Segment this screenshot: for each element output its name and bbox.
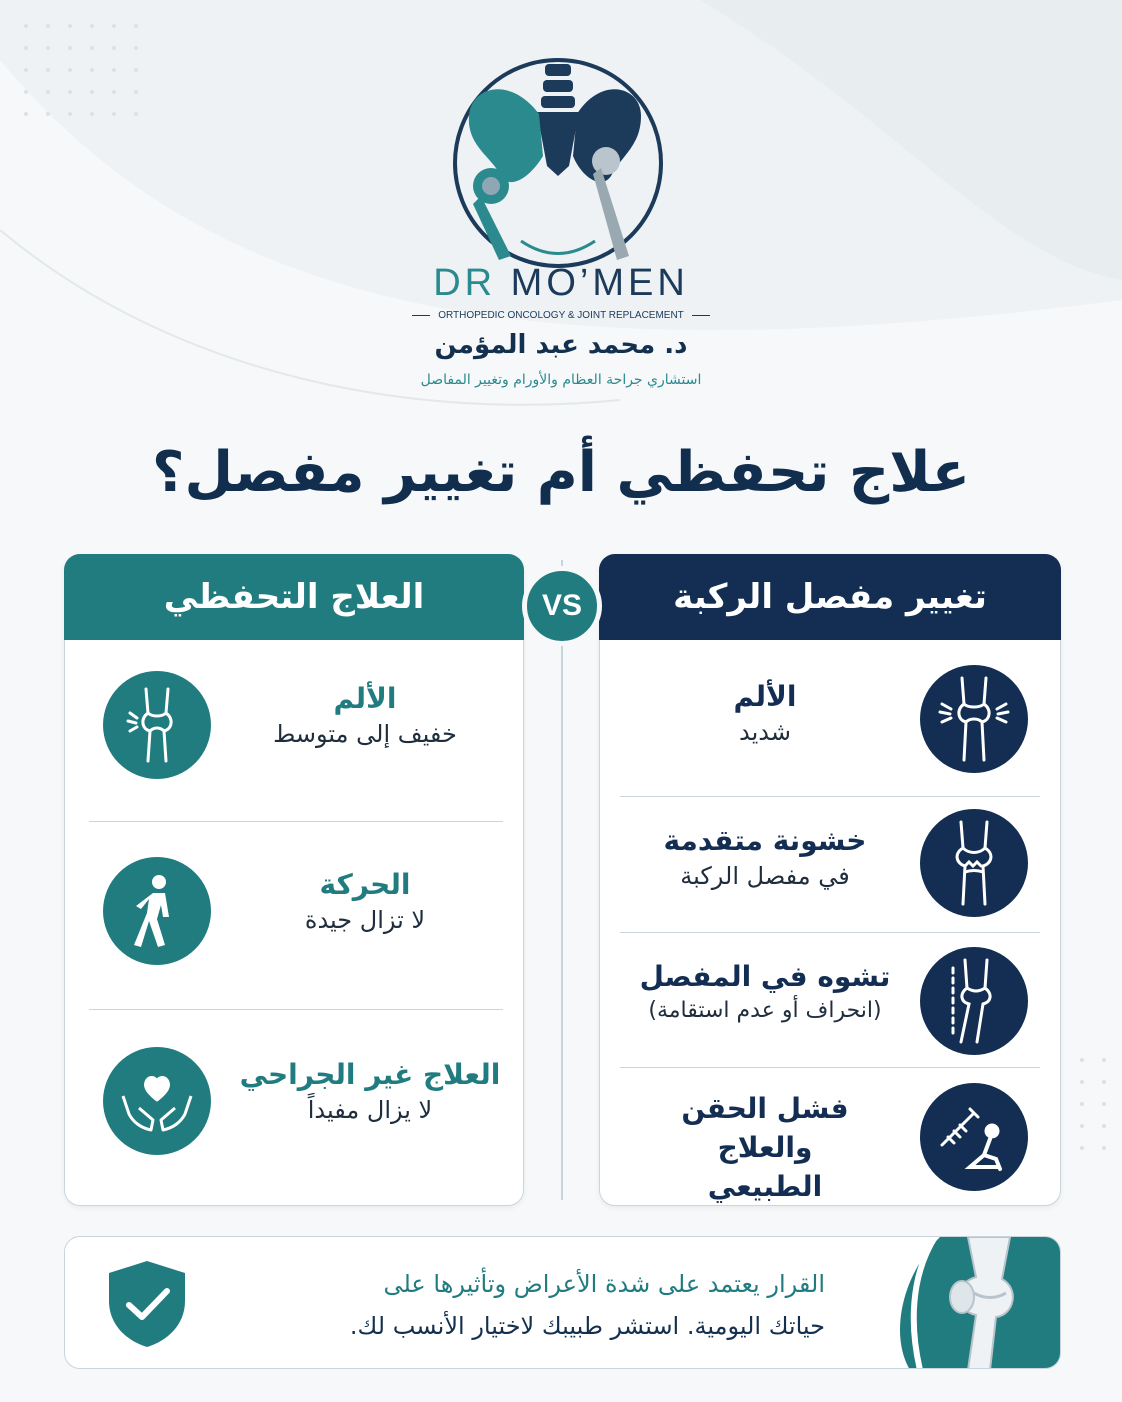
conservative-treatment-card (64, 554, 524, 1206)
advice-banner (64, 1236, 1061, 1369)
replacement-card-header: تغيير مفصل الركبة (599, 554, 1061, 640)
knee-joint-illustration (880, 1237, 1060, 1369)
replacement-injection-title: فشل الحقن والعلاج (681, 1092, 849, 1165)
heart-hands-icon (103, 1047, 211, 1155)
tagline-divider-left (412, 315, 430, 316)
item-separator (620, 1067, 1040, 1068)
item-separator (89, 821, 503, 822)
banner-line-1: القرار يعتمد على شدة الأعراض وتأثيرها على (383, 1270, 825, 1298)
brand-tagline (380, 308, 742, 322)
vs-divider (561, 560, 563, 1200)
item-separator (89, 1009, 503, 1010)
doctor-title: استشاري جراحة العظام والأورام وتغيير المفاصل (420, 372, 702, 388)
knee-replacement-card (599, 554, 1061, 1206)
brand-dr: DR (433, 262, 497, 304)
item-separator (620, 932, 1040, 933)
conservative-movement-title: الحركة (319, 868, 411, 901)
replacement-injection-subtitle: الطبيعي (707, 1170, 823, 1204)
replacement-pain-title: الألم (733, 680, 797, 713)
knee-deformity-icon (920, 947, 1028, 1055)
knee-arthritis-icon (920, 809, 1028, 917)
doctor-name: د. محمد عبد المؤمن (434, 330, 688, 360)
knee-pain-icon (920, 665, 1028, 773)
replacement-pain-subtitle: شديد (739, 718, 791, 747)
replacement-arthritis-subtitle: في مفصل الركبة (680, 862, 850, 891)
banner-line-2: حياتك اليومية. استشر طبيبك لاختيار الأنسب لك. (349, 1312, 825, 1340)
page-title: علاج تحفظي أم تغيير مفصل؟ (151, 440, 971, 505)
conservative-nonsurgical-subtitle: لا يزال مفيداً (307, 1096, 433, 1125)
replacement-deformity-subtitle: (انحراف أو عدم استقامة) (648, 998, 882, 1024)
knee-pain-icon (103, 671, 211, 779)
tagline-divider-right (692, 315, 710, 316)
conservative-pain-subtitle: خفيف إلى متوسط (273, 720, 457, 749)
conservative-pain-title: الألم (333, 682, 397, 715)
replacement-arthritis-title: خشونة متقدمة (663, 824, 867, 857)
tagline-text: ORTHOPEDIC ONCOLOGY & JOINT REPLACEMENT (438, 309, 684, 321)
item-separator (620, 796, 1040, 797)
replacement-deformity-title: تشوه في المفصل (639, 960, 891, 993)
injection-therapy-icon (920, 1083, 1028, 1191)
brand-name (300, 262, 822, 305)
conservative-card-header: العلاج التحفظي (64, 554, 524, 640)
vs-badge: VS (522, 566, 602, 646)
conservative-nonsurgical-title: العلاج غير الجراحي (239, 1058, 501, 1091)
brand-logo (451, 56, 665, 270)
walking-person-icon (103, 857, 211, 965)
conservative-movement-subtitle: لا تزال جيدة (304, 906, 426, 935)
shield-check-icon (105, 1259, 189, 1349)
brand-momen: MO’MEN (510, 262, 689, 304)
